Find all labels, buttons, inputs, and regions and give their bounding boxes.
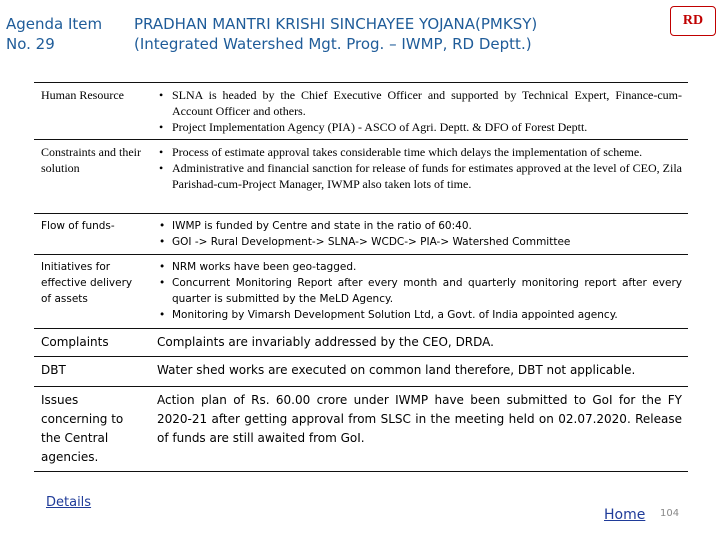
page-number: 104	[660, 508, 680, 519]
table-row-complaints	[34, 329, 688, 357]
row-content-human-resource	[150, 83, 688, 140]
home-link[interactable]: Home	[604, 507, 646, 523]
row-content-issues: Action plan of Rs. 60.00 crore under IWMP have been submitted to GoI for the FY 2020-21 after getting approval from SLSC in the meeting held on 02.07.2020. Release of funds are still awaited from GoI.	[150, 387, 688, 472]
table-row-initiatives	[34, 255, 688, 329]
page-title	[134, 14, 634, 54]
page-title-line1: PRADHAN MANTRI KRISHI SINCHAYEE YOJANA(PMKSY)	[134, 15, 538, 33]
agenda-table	[34, 82, 688, 472]
bullet-item: • Concurrent Monitoring Report after every month and quarterly monitoring report after every quarter is submitted by the MeLD Agency.	[157, 275, 682, 307]
details-link[interactable]: Details	[46, 495, 92, 510]
bullet-item: • NRM works have been geo-tagged.	[157, 259, 682, 275]
row-label-issues: Issues concerning to the Central agencies.	[34, 387, 150, 472]
bullet-item: • SLNA is headed by the Chief Executive Officer and supported by Technical Expert, Finance-cum-Account Officer and others.	[157, 87, 682, 119]
table-row-flow-of-funds	[34, 214, 688, 255]
row-label-constraints: Constraints and their solution	[34, 140, 150, 214]
page-title-line2: (Integrated Watershed Mgt. Prog. – IWMP, RD Deptt.)	[134, 35, 532, 53]
agenda-item-label: Agenda Item No. 29	[6, 15, 103, 53]
row-label-flow-of-funds: Flow of funds-	[34, 214, 150, 255]
table-row-dbt	[34, 357, 688, 387]
table-row-issues	[34, 387, 688, 472]
row-label-dbt: DBT	[34, 357, 150, 387]
bullet-item: • Process of estimate approval takes considerable time which delays the implementation of scheme.	[157, 144, 682, 160]
table-row-human-resource	[34, 83, 688, 140]
row-content-initiatives	[150, 255, 688, 329]
row-content-complaints: Complaints are invariably addressed by the CEO, DRDA.	[150, 329, 688, 357]
bullet-item: • Project Implementation Agency (PIA) - ASCO of Agri. Deptt. & DFO of Forest Deptt.	[157, 119, 682, 135]
bullet-item: • Monitoring by Vimarsh Development Solution Ltd, a Govt. of India appointed agency.	[157, 307, 682, 323]
row-label-complaints: Complaints	[34, 329, 150, 357]
bullet-item: • IWMP is funded by Centre and state in the ratio of 60:40.	[157, 218, 682, 234]
row-content-dbt: Water shed works are executed on common land therefore, DBT not applicable.	[150, 357, 688, 387]
bullet-item: • GOI -> Rural Development-> SLNA-> WCDC-> PIA-> Watershed Committee	[157, 234, 682, 250]
table-row-constraints	[34, 140, 688, 214]
row-content-flow-of-funds	[150, 214, 688, 255]
rd-badge: RD	[670, 6, 716, 36]
bullet-item: • Administrative and financial sanction for release of funds for estimates approved at the level of CEO, Zila Parishad-cum-Project Manager, IWMP also taken lots of time.	[157, 160, 682, 192]
row-label-human-resource: Human Resource	[34, 83, 150, 140]
row-content-constraints	[150, 140, 688, 214]
row-label-initiatives: Initiatives for effective delivery of assets	[34, 255, 150, 329]
